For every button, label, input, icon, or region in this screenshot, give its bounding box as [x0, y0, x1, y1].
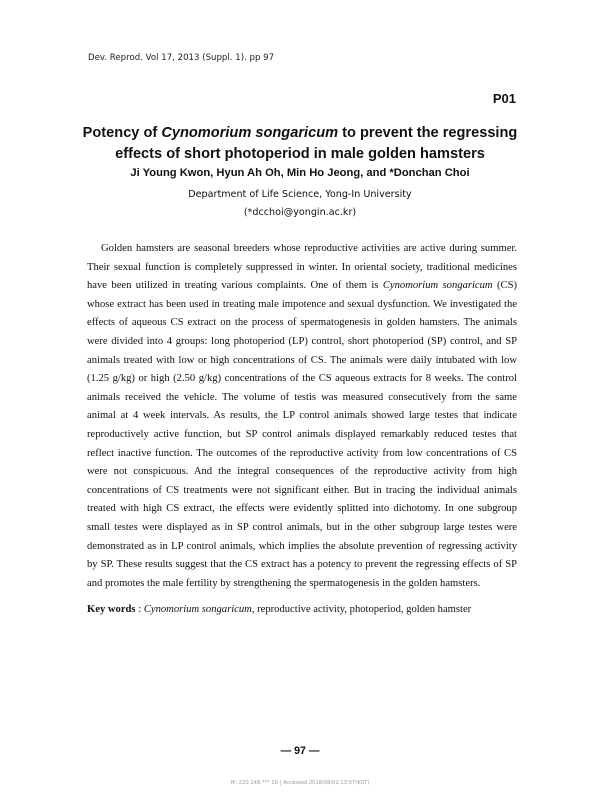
- keywords-separator: :: [135, 604, 144, 615]
- abstract-species: Cynomorium songaricum: [382, 280, 493, 292]
- page-number: — 97 —: [280, 745, 320, 757]
- title-species: Cynomorium songaricum: [161, 125, 339, 141]
- author-list: Ji Young Kwon, Hyun Ah Oh, Min Ho Jeong, and *Donchan Choi: [130, 167, 470, 179]
- abstract-part-2: (CS) whose extract has been used in treating male impotence and sexual dysfunction. We investigated the effects of aqueous CS extract on the process of spermatogenesis in golden hamsters. The animals were divided into 4 groups: long photoperiod (LP) control, short photoperiod (SP) control, and SP animals treated with low or high concentrations of CS. The animals were daily intubated with low (1.25 g/kg) or high (2.50 g/kg) concentrations of the CS aqueous extracts for 8 weeks. The control animals received the vehicle. The volume of testis was measured consecutively from the same animal at 4 week intervals. As results, the LP control animals showed large testes that indicate reproductively active function, but SP control animals displayed remarkably reduced testes that reflect inactive function. The outcomes of the reproductive activity from low concentrations of CS were not conspicuous. And the integral consequences of the reproductive activity from high concentrations of CS treatments were not significant either. But in tracing the individual animals treated with high CS extract, the effects were evidently splitted into dichotomy. In one subgroup small testes were displayed as in SP control animals, but in the other subgroup large testes were demonstrated as in LP control animals, which implies the absolute prevention of regressing activity by SP. These results suggest that the CS extract has a potency to prevent the regressing effects of SP and promotes the male fertility by strengthening the spermatogenesis in the golden hamsters.: [87, 280, 517, 589]
- title-suffix: to prevent the regressing effects of short photoperiod in male golden hamsters: [115, 125, 518, 162]
- abstract-part-1: Golden hamsters are seasonal breeders whose reproductive activities are active during summer. Their sexual function is completely suppressed in winter. In oriental society, traditional medicines have been utilized in treating various complaints. One of them is: [87, 243, 517, 292]
- affiliation: Department of Life Science, Yong-In University: [188, 189, 412, 200]
- keywords-line: [87, 604, 517, 615]
- contact-email: (*dcchoi@yongin.ac.kr): [243, 207, 357, 218]
- keywords-rest: , reproductive activity, photoperiod, golden hamster: [251, 604, 472, 615]
- title-prefix: Potency of: [82, 125, 162, 141]
- article-title: [70, 123, 530, 165]
- journal-reference: Dev. Reprod. Vol 17, 2013 (Suppl. 1). pp 97: [88, 53, 275, 63]
- keywords-species: Cynomorium songaricum: [143, 604, 252, 615]
- keywords-label: Key words: [87, 604, 136, 615]
- affiliation-block: [70, 186, 530, 222]
- abstract-body: [87, 240, 517, 593]
- access-footer: IP: 220.149.*** 10 | Accessed 2018/08/02 13:07(KST): [230, 780, 370, 786]
- poster-code: P01: [492, 91, 516, 106]
